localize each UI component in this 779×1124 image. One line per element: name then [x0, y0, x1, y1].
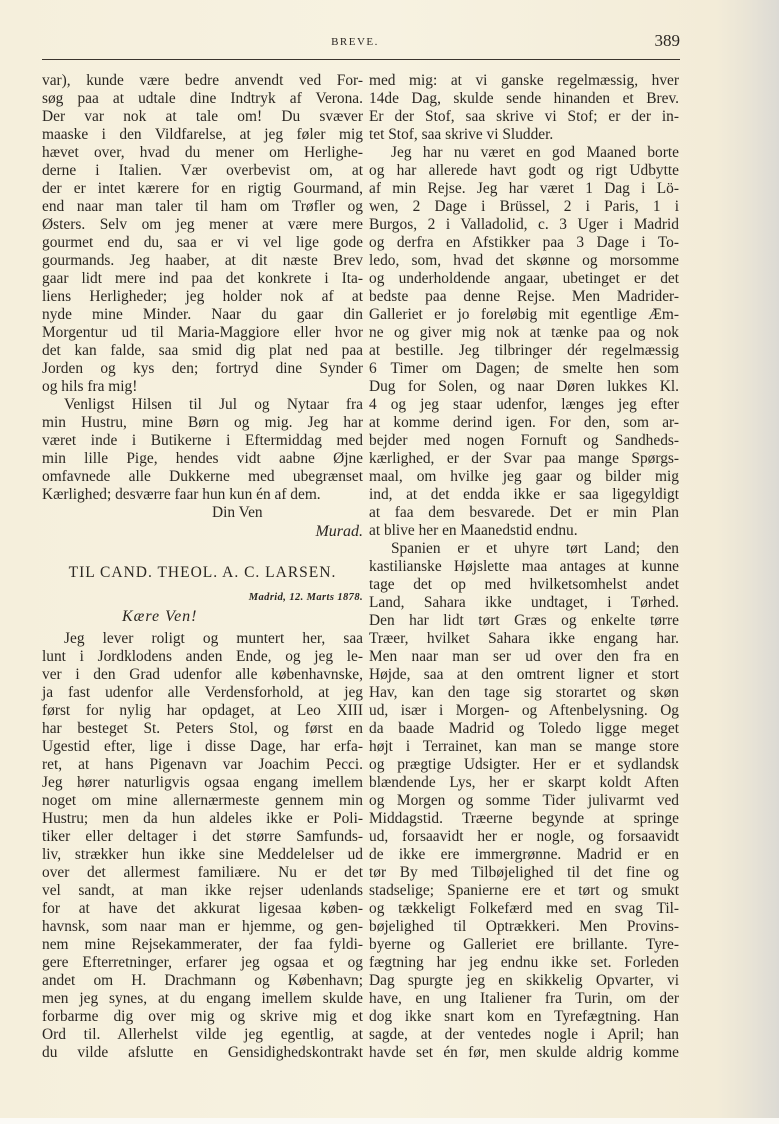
- text-line: tet Stof, saa skrive vi Sludder.: [369, 126, 554, 143]
- text-line: ja fast udenfor alle Verdensforhold, at jeg: [42, 684, 363, 701]
- text-line: omfavnede alle Dukkerne med ubegrænset: [42, 468, 363, 485]
- text-line: vel sandt, at man ikke rejser udenlands: [42, 882, 363, 899]
- text-line: det kan falde, saa smid dig plat ned paa: [42, 342, 363, 359]
- text-line: Kærlighed; desværre faar hun kun én af dem.: [42, 486, 321, 503]
- text-line: Østers. Selv om jeg mener at være mere: [42, 216, 363, 233]
- text-line: for at have det akkurat ligesaa køben-: [42, 900, 363, 917]
- text-line: gere Efterretninger, erfarer jeg ogsaa et og: [42, 954, 363, 971]
- paragraph: [42, 72, 363, 396]
- text-line: med mig: at vi ganske regelmæssig, hver: [369, 72, 679, 89]
- text-line: og Morgen og somme Tider julivarmt ved: [369, 792, 679, 809]
- text-line: tiker eller deltager i det større Samfunds-: [42, 828, 363, 845]
- text-line: kærlighed, er der Svar paa mange Spørgs-: [369, 450, 679, 467]
- text-line: at bestille. Jeg tilbringer dér regelmæssig: [369, 342, 679, 359]
- closing: Din Ven: [212, 504, 263, 521]
- text-line: tør By med Tilbøjelighed til det fine og: [369, 864, 679, 881]
- text-line: bedste paa denne Rejse. Men Madrider-: [369, 288, 679, 305]
- text-line: gourmet end du, saa er vi vel lige gode: [42, 234, 363, 251]
- text-line: end naar man taler til ham om Trøfler og: [42, 198, 363, 215]
- text-line: Højde, saa at den omtrent ligner et stort: [369, 666, 679, 683]
- salutation: Kære Ven!: [122, 608, 198, 625]
- text-line: Middagstid. Træerne begynde at springe: [369, 810, 679, 827]
- text-line: Land, Sahara ikke undtaget, i Tørhed.: [369, 594, 679, 611]
- text-line: Der var nok at tale om! Du svæver: [42, 108, 363, 125]
- text-line: nem mine Rejsekammerater, der faa fyldi-: [42, 936, 363, 953]
- paragraph: [369, 72, 679, 144]
- text-line: maal, om hvilke jeg gaar og bilder mig: [369, 468, 679, 485]
- text-line: 4 og jeg staar udenfor, længes jeg efter: [369, 396, 679, 413]
- scan-edge: [0, 1118, 779, 1124]
- text-line: kastilianske Højslette maa antages at kunne: [369, 558, 679, 575]
- text-line: derne i Italien. Vær overbevist om, at: [42, 162, 363, 179]
- text-line: Ord til. Allerhelst vilde jeg egentlig, at: [42, 1026, 363, 1043]
- text-line: Dag spurgte jeg en skikkelig Opvarter, vi: [369, 972, 679, 989]
- signature: Murad.: [315, 523, 363, 540]
- text-line: maaske i den Vildfarelse, at jeg føler mig: [42, 126, 363, 143]
- paragraph: [369, 144, 679, 540]
- text-line: Jorden og kys den; fortryd dine Synder: [42, 360, 363, 377]
- text-line: ne og giver mig nok at tænke paa og nok: [369, 324, 679, 341]
- text-line: Burgos, 2 i Valladolid, c. 3 Uger i Madrid: [369, 216, 679, 233]
- text-line: du vilde afslutte en Gensidighedskontrakt: [42, 1044, 363, 1061]
- text-line: gourmands. Jeg haaber, at dit næste Brev: [42, 252, 363, 269]
- text-line: fægtning har jeg endnu ikke set. Forleden: [369, 954, 679, 971]
- text-line: have, en ung Italiener fra Turin, om der: [369, 990, 679, 1007]
- text-line: Venligst Hilsen til Jul og Nytaar fra: [64, 396, 363, 413]
- text-line: været inde i Butikerne i Eftermiddag med: [42, 432, 363, 449]
- running-head: BREVE.: [331, 36, 379, 48]
- text-line: Hav, kan den tage sig storartet og skøn: [369, 684, 679, 701]
- text-line: og derfra en Afstikker paa 3 Dage i To-: [369, 234, 679, 251]
- text-line: wen, 2 Dage i Brüssel, 2 i Paris, 1 i: [369, 198, 679, 215]
- text-line: Dug for Solen, og naar Døren lukkes Kl.: [369, 378, 679, 395]
- text-line: tage det op med hvilketsomhelst andet: [369, 576, 679, 593]
- text-line: gaar lidt mere ind paa det konkrete i Ita-: [42, 270, 363, 287]
- text-line: Jeg har nu været en god Maaned borte: [391, 144, 679, 161]
- text-line: Morgentur ud til Maria-Maggiore eller hvor: [42, 324, 363, 341]
- paragraph: [42, 396, 363, 504]
- text-line: Galleriet er jo foreløbig mit egentlige Æm-: [369, 306, 679, 323]
- text-line: ver i den Grad udenfor alle københavnske,: [42, 666, 363, 683]
- text-line: byerne og Galleriet ere brillante. Tyre-: [369, 936, 679, 953]
- text-line: forbarme dig over mig og skrive mig et: [42, 1008, 363, 1025]
- text-line: Er der Stof, saa skrive vi Stof; er der in-: [369, 108, 679, 125]
- text-line: og tækkeligt Folkefærd med en svag Til-: [369, 900, 679, 917]
- text-line: andet om H. Drachmann og København;: [42, 972, 363, 989]
- text-line: 14de Dag, skulde sende hinanden et Brev.: [369, 90, 679, 107]
- text-line: stadselige; Spanierne ere et tørt og smukt: [369, 882, 679, 899]
- text-line: og hils fra mig!: [42, 378, 138, 395]
- text-line: Ugestid efter, lige i disse Dage, har erfa-: [42, 738, 363, 755]
- text-line: Den har lidt tørt Græs og enkelte tørre: [369, 612, 679, 629]
- dateline: Madrid, 12. Marts 1878.: [248, 592, 363, 603]
- text-line: 6 Timer om Dagen; de smelte hen som: [369, 360, 679, 377]
- text-line: Hustru; men da hun aldeles ikke er Poli-: [42, 810, 363, 827]
- text-line: af min Rejse. Jeg har været 1 Dag i Lö-: [369, 180, 679, 197]
- text-line: havnsk, som naar man er hjemme, og gen-: [42, 918, 363, 935]
- text-line: min lille Pige, hendes vidt aabne Øjne: [42, 450, 363, 467]
- text-line: Men naar man ser ud over den fra en: [369, 648, 679, 665]
- text-line: noget om mine allernærmeste gennem min: [42, 792, 363, 809]
- text-line: hævet over, hvad du mener om Herlighe-: [42, 144, 363, 161]
- text-line: de ikke ere immergrønne. Madrid er en: [369, 846, 679, 863]
- text-line: har besteget St. Peters Stol, og først en: [42, 720, 363, 737]
- text-line: at faa dem besvarede. Det er min Plan: [369, 504, 679, 521]
- text-line: nyde mine Minder. Naar du gaar din: [42, 306, 363, 323]
- paragraph: [369, 540, 679, 1062]
- paragraph: [42, 630, 363, 1062]
- text-line: over det allermest familiære. Nu er det: [42, 864, 363, 881]
- text-line: var), kunde være bedre anvendt ved For-: [42, 72, 363, 89]
- text-line: Træer, hvilket Sahara ikke engang har.: [369, 630, 679, 647]
- text-line: at blive her en Maanedstid endnu.: [369, 522, 578, 539]
- right-column-text: [369, 72, 679, 1062]
- text-line: da baade Madrid og Toledo ligge meget: [369, 720, 679, 737]
- text-line: liens Herligheder; jeg holder nok af at: [42, 288, 363, 305]
- text-line: Spanien er et uhyre tørt Land; den: [391, 540, 679, 557]
- header-rule: [42, 59, 680, 60]
- text-line: ledo, som, hvad det skønne og morsomme: [369, 252, 679, 269]
- page-number: 389: [654, 31, 680, 50]
- text-line: der er intet kærere for en rigtig Gourmand,: [42, 180, 363, 197]
- text-line: og har allerede havt godt og rigt Udbytte: [369, 162, 679, 179]
- text-line: liv, strækker hun ikke sine Meddelelser ud: [42, 846, 363, 863]
- text-line: søg paa at udtale dine Indtryk af Verona.: [42, 90, 363, 107]
- text-line: og prægtige Udsigter. Her er et sydlandsk: [369, 756, 679, 773]
- text-line: men jeg synes, at du engang imellem skulde: [42, 990, 363, 1007]
- text-line: Jeg hører naturligvis ogsaa engang imellem: [42, 774, 363, 791]
- text-line: dog ikke snart kom en Tyrefægtning. Han: [369, 1008, 679, 1025]
- text-line: Jeg lever roligt og muntert her, saa: [64, 630, 363, 647]
- letter-body-part2: [42, 630, 363, 1062]
- text-line: ind, at det endda ikke er saa ligegyldigt: [369, 486, 679, 503]
- text-line: lunt i Jordklodens anden Ende, og jeg le-: [42, 648, 363, 665]
- text-line: ud, især i Morgen- og Aftenbelysning. Og: [369, 702, 679, 719]
- text-line: bejder med nogen Fornuft og Sandheds-: [369, 432, 679, 449]
- text-line: blændende Lys, her er skarpt koldt Aften: [369, 774, 679, 791]
- letter-body-part1: [42, 72, 363, 504]
- text-line: ret, at hans Pigenavn var Joachim Pecci.: [42, 756, 363, 773]
- text-line: bøjelighed til Optrækkeri. Men Provins-: [369, 918, 679, 935]
- text-line: at komme derind igen. For den, som ar-: [369, 414, 679, 431]
- text-line: ud, forsaavidt her er nogle, og forsaavidt: [369, 828, 679, 845]
- letter-heading: TIL CAND. THEOL. A. C. LARSEN.: [68, 564, 337, 581]
- text-line: først for nylig har opdaget, at Leo XIII: [42, 702, 363, 719]
- left-column: [42, 72, 363, 1072]
- text-line: min Hustru, mine Børn og mig. Jeg har: [42, 414, 363, 431]
- text-line: højt i Terrainet, kan man se mange store: [369, 738, 679, 755]
- text-line: sagde, at der ventedes nogle i April; han: [369, 1026, 679, 1043]
- text-line: og underholdende angaar, ubetinget er det: [369, 270, 679, 287]
- text-line: havde set én før, men skulde aldrig komme: [369, 1044, 679, 1061]
